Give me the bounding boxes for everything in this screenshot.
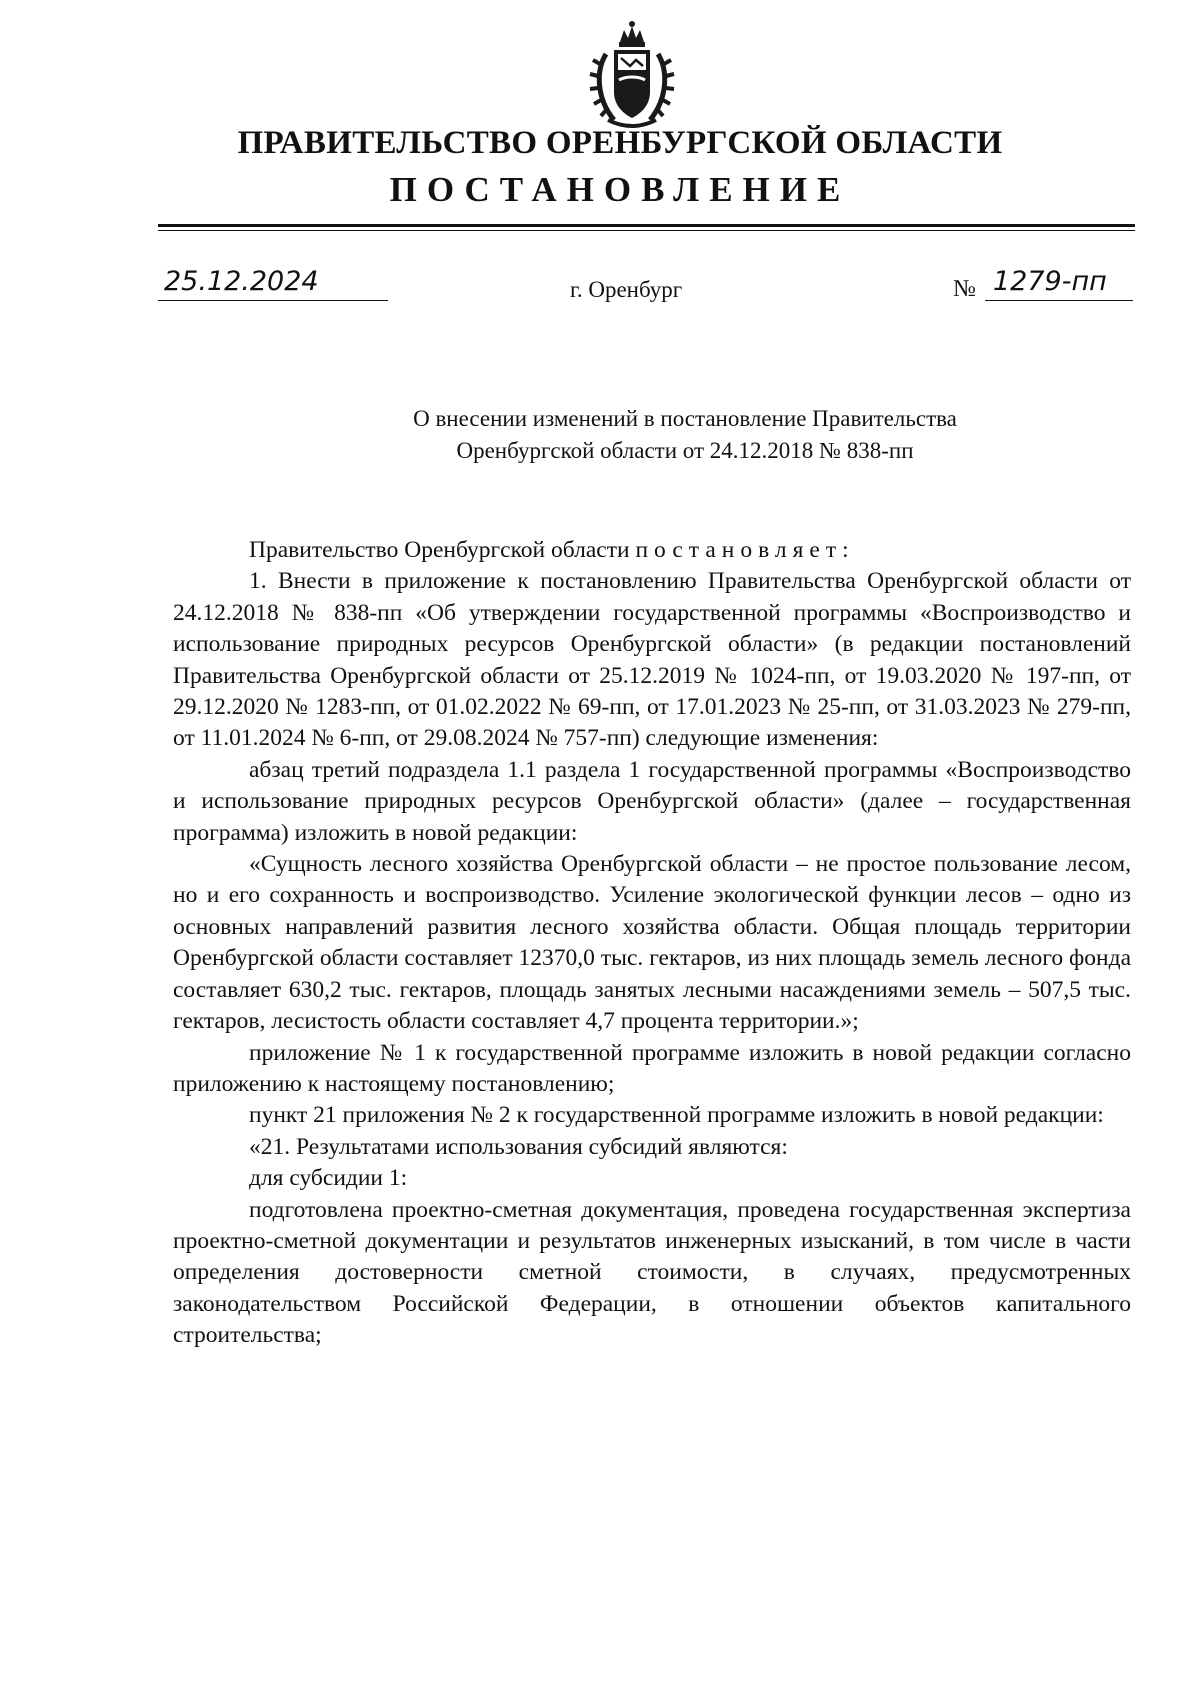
paragraph-3: «Сущность лесного хозяйства Оренбургской области – не простое пользование лесом, но и его сохранность и воспроизводство. Усиление экологической функции лесов – одно из основных направлений развития лесного хозяйства области. Общая площадь территории Оренбургской области составляет 12370,0 тыс. гектаров, из них площадь земель лесного фонда составляет 630,2 тыс. гектаров, площадь занятых лесными насаждениями земель – 507,5 тыс. гектаров, лесистость области составляет 4,7 процента территории.»; [173, 851, 1131, 1035]
preamble [173, 535, 1131, 566]
document-body [173, 535, 1131, 1352]
document-city: г. Оренбург [570, 277, 683, 302]
preamble-colon: : [842, 537, 849, 563]
paragraph-5: пункт 21 приложения № 2 к государственной программе изложить в новой редакции: [249, 1102, 1104, 1129]
subject-line-1: О внесении изменений в постановление Правительства [413, 406, 957, 431]
paragraph-6: «21. Результатами использования субсидий являются: [249, 1133, 788, 1160]
document-date: 25.12.2024 [158, 264, 388, 301]
paragraph-8: подготовлена проектно-сметная документация, проведена государственная экспертиза проектно-сметной документации и результатов инженерных изысканий, в том числе в части определения достоверности сметной стоимости, в случаях, предусмотренных законодательством Российской Федерации, в отношении объектов капитального строительства; [173, 1196, 1131, 1349]
paragraph-4: приложение № 1 к государственной программе изложить в новой редакции согласно приложению к настоящему постановлению; [173, 1039, 1131, 1097]
paragraph-1: 1. Внести в приложение к постановлению Правительства Оренбургской области от 24.12.2018 № 838-пп «Об утверждении государственной программы «Воспроизводство и использование природных ресурсов Оренбургской области» (в редакции постановлений Правительства Оренбургской области от 25.12.2019 № 1024-пп, от 19.03.2020 № 197-пп, от 29.12.2020 № 1283-пп, от 01.02.2022 № 69-пп, от 17.01.2023 № 25-пп, от 31.03.2023 № 279-пп, от 11.01.2024 № 6-пп, от 29.08.2024 № 757-пп) следующие изменения: [173, 568, 1131, 752]
document-number: 1279-пп [985, 264, 1133, 301]
paragraph-7: для субсидии 1: [249, 1165, 408, 1192]
header-rule-thick [158, 224, 1135, 227]
government-title: ПРАВИТЕЛЬСТВО ОРЕНБУРГСКОЙ ОБЛАСТИ [237, 125, 1003, 161]
document-type: ПОСТАНОВЛЕНИЕ [389, 170, 851, 209]
preamble-verb: постановляет [635, 537, 843, 563]
paragraph-2: абзац третий подраздела 1.1 раздела 1 государственной программы «Воспроизводство и использование природных ресурсов Оренбургской области» (далее – государственная программа) изложить в новой редакции: [173, 756, 1131, 846]
header-rule-thin [158, 230, 1135, 231]
subject-line-2: Оренбургской области от 24.12.2018 № 838-пп [456, 438, 914, 463]
coat-of-arms-icon [586, 20, 678, 132]
document-number-label: № [953, 276, 976, 302]
document-subject [300, 403, 1070, 467]
preamble-lead: Правительство Оренбургской области [249, 537, 636, 563]
